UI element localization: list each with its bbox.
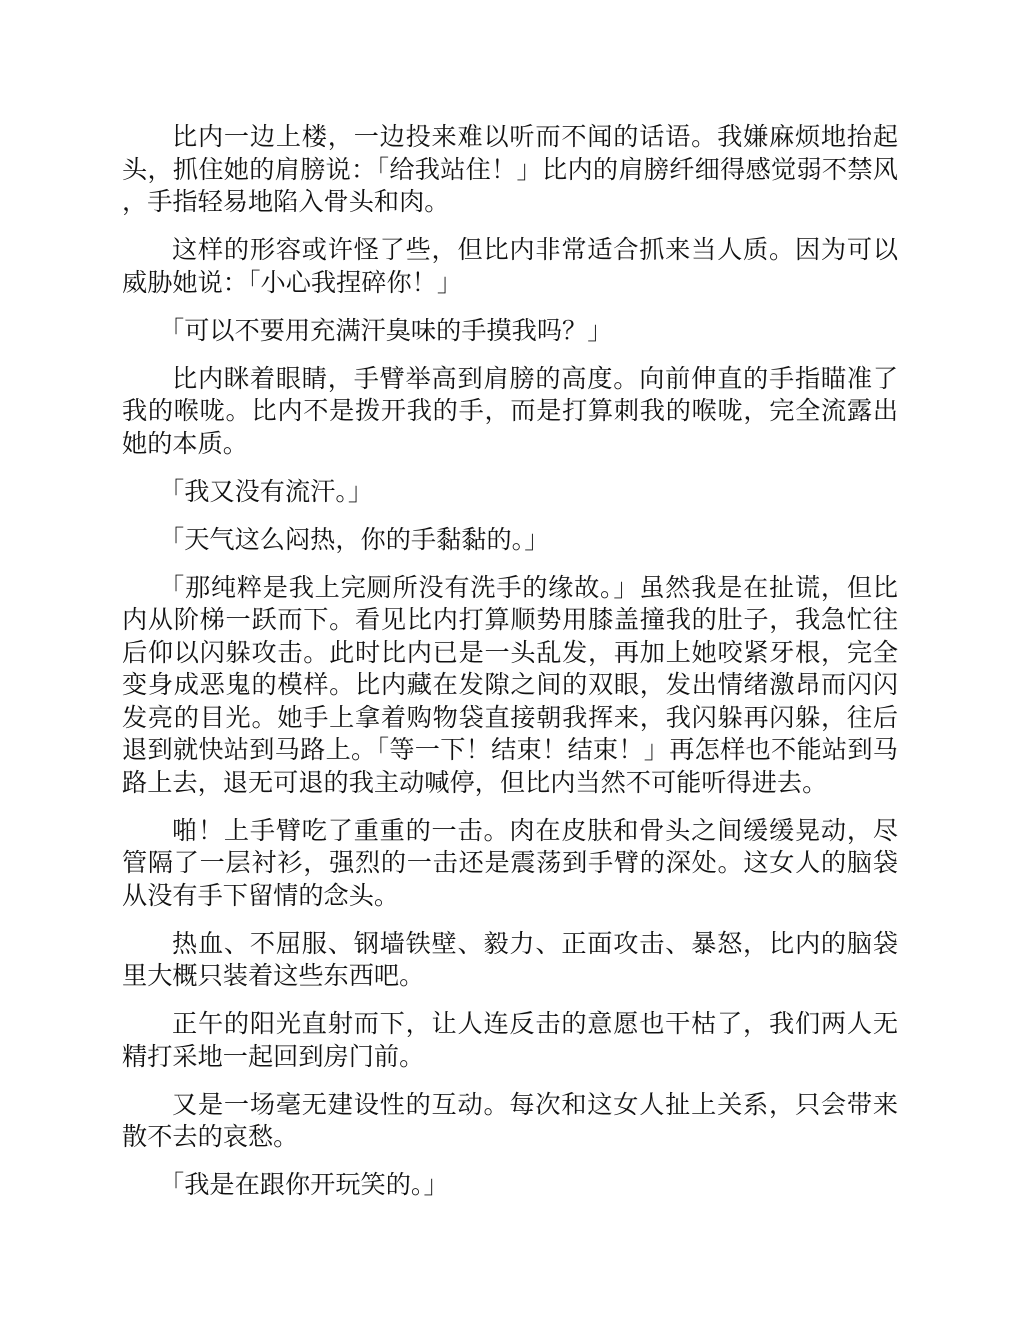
dialog-paragraph: 「我是在跟你开玩笑的。」	[159, 1170, 449, 1199]
paragraph: 比内眯着眼睛，手臂举高到肩膀的高度。向前伸直的手指瞄准了我的喉咙。比内不是拨开我的手，而是打算刺我的喉咙，完全流露出她的本质。	[122, 363, 898, 458]
paragraph: 这样的形容或许怪了些，但比内非常适合抓来当人质。因为可以威胁她说：「小心我捏碎你！」	[122, 235, 898, 297]
paragraph: 啪！上手臂吃了重重的一击。肉在皮肤和骨头之间缓缓晃动，尽管隔了一层衬衫，强烈的一击还是震荡到手臂的深处。这女人的脑袋从没有手下留情的念头。	[122, 815, 898, 910]
paragraph: 热血、不屈服、钢墙铁壁、毅力、正面攻击、暴怒，比内的脑袋里大概只装着这些东西吧。	[122, 928, 898, 990]
document-page	[122, 121, 898, 1217]
dialog-paragraph: 「可以不要用充满汗臭味的手摸我吗？」	[159, 315, 613, 345]
dialog-paragraph: 「天气这么闷热，你的手黏黏的。」	[159, 524, 550, 554]
dialog-paragraph: 「那纯粹是我上完厕所没有洗手的缘故。」虽然我是在扯谎，但比内从阶梯一跃而下。看见比内打算顺势用膝盖撞我的肚子，我急忙往后仰以闪躲攻击。此时比内已是一头乱发，再加上她咬紧牙根，完全变身成恶鬼的模样。比内藏在发隙之间的双眼，发出情绪激昂而闪闪发亮的目光。她手上拿着购物袋直接朝我挥来，我闪躲再闪躲，往后退到就快站到马路上。「等一下！结束！结束！」再怎样也不能站到马路上去，退无可退的我主动喊停，但比内当然不可能听得进去。	[122, 572, 898, 797]
paragraph: 正午的阳光直射而下，让人连反击的意愿也干枯了，我们两人无精打采地一起回到房门前。	[122, 1009, 898, 1071]
dialog-paragraph: 「我又没有流汗。」	[159, 476, 374, 506]
paragraph: 又是一场毫无建设性的互动。每次和这女人扯上关系，只会带来散不去的哀愁。	[122, 1089, 898, 1151]
paragraph: 比内一边上楼，一边投来难以听而不闻的话语。我嫌麻烦地抬起头，抓住她的肩膀说：「给我站住！」比内的肩膀纤细得感觉弱不禁风，手指轻易地陷入骨头和肉。	[122, 122, 898, 216]
